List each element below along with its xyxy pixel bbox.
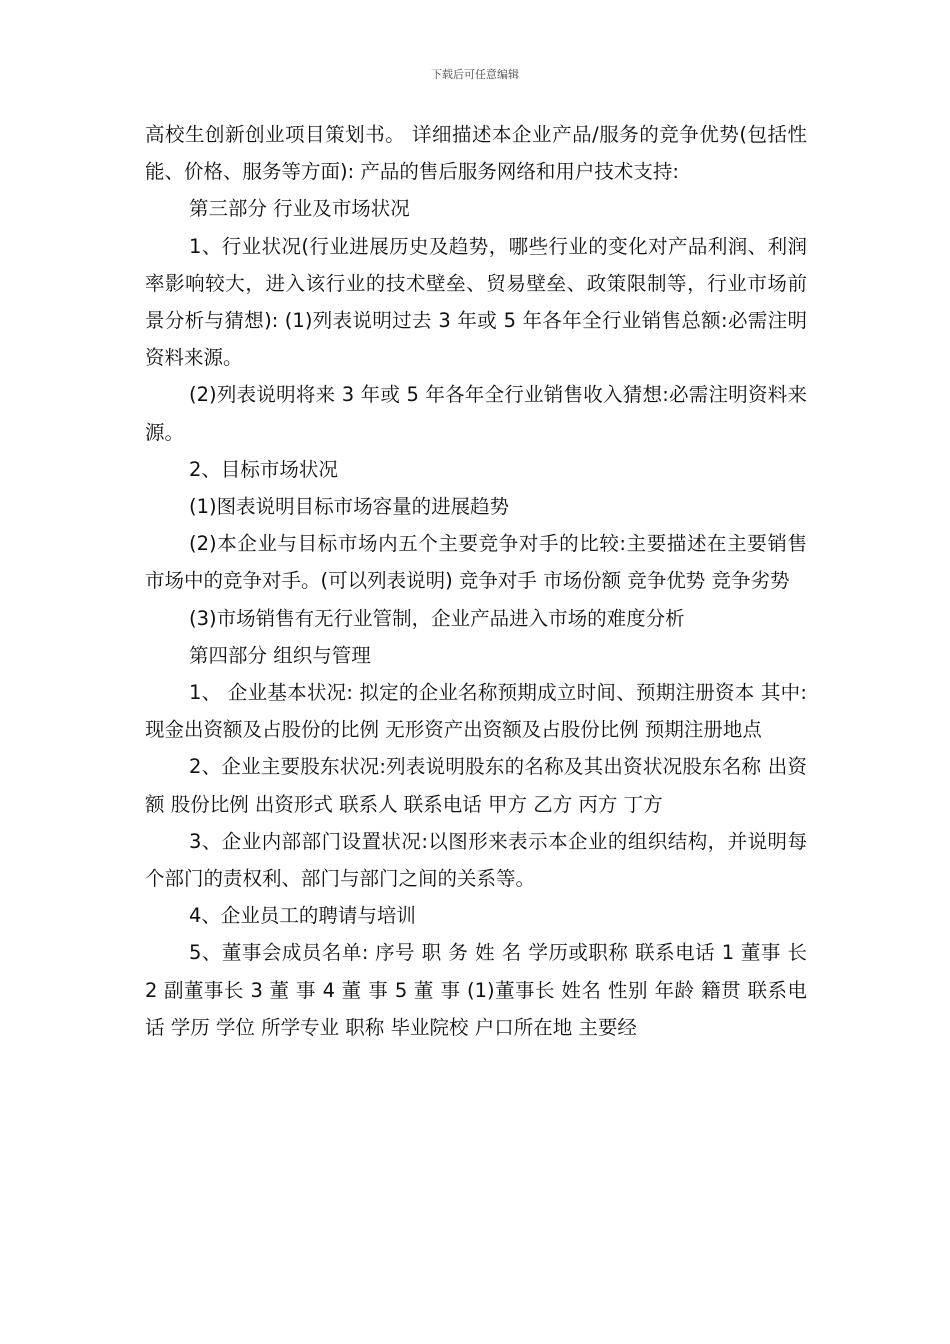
paragraph: 5、董事会成员名单: 序号 职 务 姓 名 学历或职称 联系电话 1 董事 长 2 副董事长 3 董 事 4 董 事 5 董 事 (1)董事长 姓名 性别 年龄 籍贯 联系电话 学历 学位 所学专业 职称 毕业院校 户口所在地 主要经 bbox=[145, 941, 807, 1039]
paragraph: (2)列表说明将来 3 年或 5 年各年全行业销售收入猜想:必需注明资料来源。 bbox=[145, 383, 807, 444]
paragraph: 高校生创新创业项目策划书。 详细描述本企业产品/服务的竞争优势(包括性能、价格、服务等方面): 产品的售后服务网络和用户技术支持: bbox=[145, 123, 807, 184]
paragraph: (3)市场销售有无行业管制，企业产品进入市场的难度分析 bbox=[189, 606, 685, 630]
paragraph: 1、行业状况(行业进展历史及趋势，哪些行业的变化对产品利润、利润率影响较大，进入该行业的技术壁垒、贸易壁垒、政策限制等，行业市场前景分析与猜想): (1)列表说明过去 3 年或 5 年各年全行业销售总额:必需注明资料来源。 bbox=[145, 234, 807, 370]
document-body bbox=[145, 116, 807, 1046]
paragraph: 2、企业主要股东状况:列表说明股东的名称及其出资状况股东名称 出资额 股份比例 出资形式 联系人 联系电话 甲方 乙方 丙方 丁方 bbox=[145, 755, 807, 816]
subsection-heading: 4、企业员工的聘请与培训 bbox=[189, 904, 416, 928]
paragraph: 3、企业内部部门设置状况:以图形来表示本企业的组织结构，并说明每个部门的责权利、部门与部门之间的关系等。 bbox=[145, 829, 807, 891]
section-heading: 第四部分 组织与管理 bbox=[189, 643, 371, 667]
subsection-heading: 2、目标市场状况 bbox=[189, 457, 338, 481]
section-heading: 第三部分 行业及市场状况 bbox=[189, 197, 410, 221]
paragraph: (2)本企业与目标市场内五个主要竞争对手的比较:主要描述在主要销售市场中的竞争对手。(可以列表说明) 竞争对手 市场份额 竞争优势 竞争劣势 bbox=[145, 532, 807, 593]
paragraph: 1、 企业基本状况: 拟定的企业名称预期成立时间、预期注册资本 其中:现金出资额及占股份的比例 无形资产出资额及占股份比例 预期注册地点 bbox=[145, 681, 807, 742]
page-header: 下载后可任意编辑 bbox=[431, 68, 519, 81]
paragraph: (1)图表说明目标市场容量的进展趋势 bbox=[189, 495, 510, 519]
